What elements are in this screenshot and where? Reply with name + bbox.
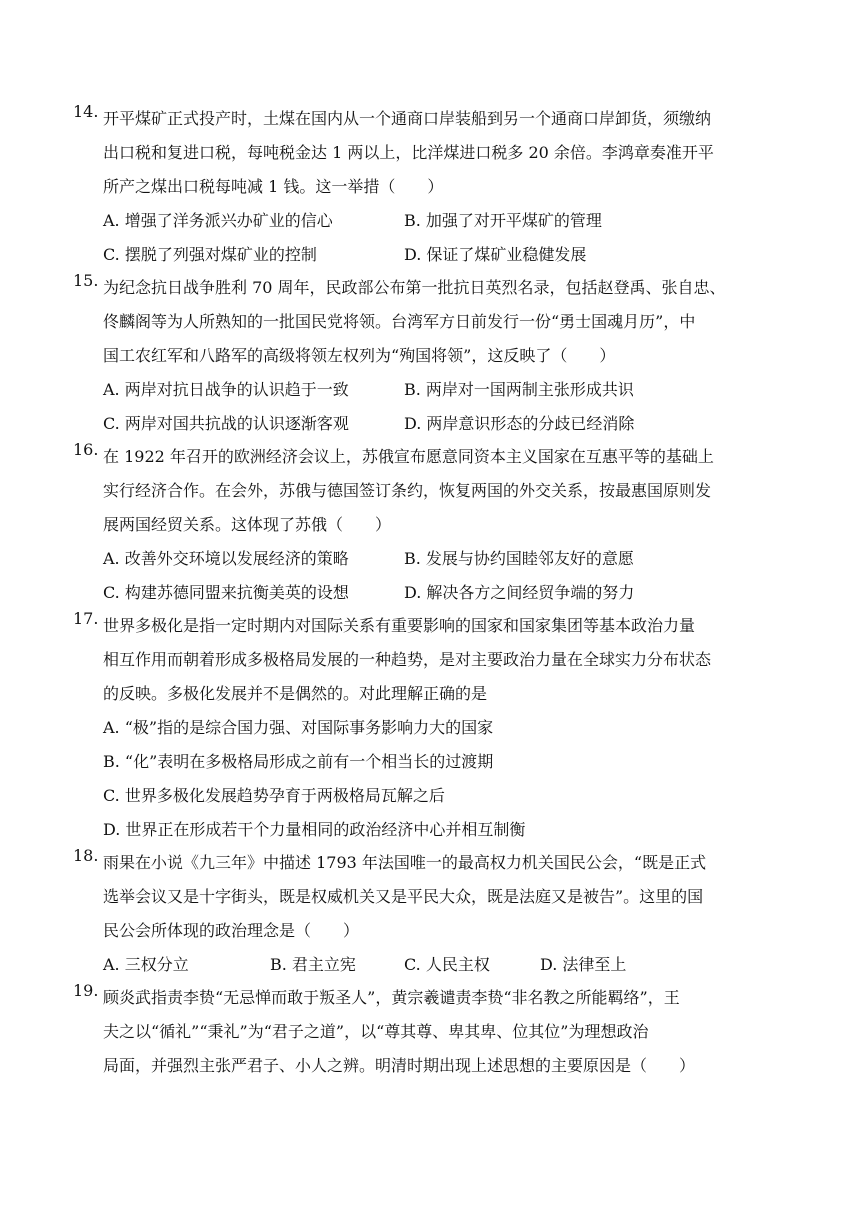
question-19 [73, 981, 773, 1083]
option-c: C. 构建苏德同盟来抗衡美英的设想 [103, 583, 349, 602]
question-stem-line: 民公会所体现的政治理念是（ ） [103, 921, 360, 940]
question-stem-line: 世界多极化是指一定时期内对国际关系有重要影响的国家和国家集团等基本政治力量 [103, 616, 696, 635]
option-b: B. 加强了对开平煤矿的管理 [404, 211, 602, 230]
option-d: D. 世界正在形成若干个力量相同的政治经济中心并相互制衡 [103, 820, 526, 839]
option-b: B. 两岸对一国两制主张形成共识 [404, 380, 634, 399]
question-number: 14. [73, 102, 99, 121]
option-c: C. 两岸对国共抗战的认识逐渐客观 [103, 414, 349, 433]
option-c: C. 世界多极化发展趋势孕育于两极格局瓦解之后 [103, 786, 445, 805]
option-b: B. 君主立宪 [270, 955, 356, 974]
question-14 [73, 102, 773, 204]
question-15 [73, 271, 773, 373]
option-d: D. 保证了煤矿业稳健发展 [404, 245, 587, 264]
question-stem-line: 雨果在小说《九三年》中描述 1793 年法国唯一的最高权力机关国民公会，“既是正式 [103, 853, 707, 872]
option-d: D. 两岸意识形态的分歧已经消除 [404, 414, 635, 433]
question-number: 17. [73, 609, 99, 628]
question-16 [73, 440, 773, 542]
question-stem-line: 为纪念抗日战争胜利 70 周年，民政部公布第一批抗日英烈名录，包括赵登禹、张自忠、 [103, 278, 726, 297]
question-stem-line: 选举会议又是十字街头，既是权威机关又是平民大众，既是法庭又是被告”。这里的国 [103, 887, 704, 906]
question-stem-line: 展两国经贸关系。这体现了苏俄（ ） [103, 515, 392, 534]
option-a: A. “极”指的是综合国力强、对国际事务影响力大的国家 [103, 718, 494, 737]
question-stem-line: 所产之煤出口税每吨减 1 钱。这一举措（ ） [103, 177, 444, 196]
question-stem-line: 出口税和复进口税，每吨税金达 1 两以上，比洋煤进口税多 20 余倍。李鸿章奏准开平 [103, 143, 714, 162]
question-stem-line: 的反映。多极化发展并不是偶然的。对此理解正确的是 [103, 684, 488, 703]
option-b: B. 发展与协约国睦邻友好的意愿 [404, 549, 634, 568]
question-stem-line: 相互作用而朝着形成多极格局发展的一种趋势，是对主要政治力量在全球实力分布状态 [103, 650, 712, 669]
question-stem-line: 夫之以“循礼”“秉礼”为“君子之道”，以“尊其尊、卑其卑、位其位”为理想政治 [103, 1022, 649, 1041]
question-number: 16. [73, 440, 99, 459]
option-c: C. 摆脱了列强对煤矿业的控制 [103, 245, 317, 264]
option-d: D. 法律至上 [540, 955, 627, 974]
question-stem-line: 在 1922 年召开的欧洲经济会议上，苏俄宣布愿意同资本主义国家在互惠平等的基础上 [103, 447, 714, 466]
question-stem-line: 局面，并强烈主张严君子、小人之辨。明清时期出现上述思想的主要原因是（ ） [103, 1056, 696, 1075]
question-stem-line: 国工农红军和八路军的高级将领左权列为“殉国将领”，这反映了（ ） [103, 346, 616, 365]
question-number: 18. [73, 846, 99, 865]
option-a: A. 改善外交环境以发展经济的策略 [103, 549, 349, 568]
question-stem-line: 顾炎武指责李贽“无忌惮而敢于叛圣人”，黄宗羲谴责李贽“非名教之所能羁络”，王 [103, 988, 680, 1007]
question-stem-line: 实行经济合作。在会外，苏俄与德国签订条约，恢复两国的外交关系，按最惠国原则发 [103, 481, 712, 500]
question-number: 15. [73, 271, 99, 290]
question-stem-line: 开平煤矿正式投产时，土煤在国内从一个通商口岸装船到另一个通商口岸卸货，须缴纳 [103, 109, 712, 128]
option-a: A. 增强了洋务派兴办矿业的信心 [103, 211, 333, 230]
option-d: D. 解决各方之间经贸争端的努力 [404, 583, 635, 602]
option-a: A. 三权分立 [103, 955, 189, 974]
option-c: C. 人民主权 [404, 955, 490, 974]
question-17 [73, 609, 773, 711]
question-stem-line: 佟麟阁等为人所熟知的一批国民党将领。台湾军方日前发行一份“勇士国魂月历”，中 [103, 312, 696, 331]
option-a: A. 两岸对抗日战争的认识趋于一致 [103, 380, 349, 399]
question-18 [73, 846, 773, 948]
question-number: 19. [73, 981, 99, 1000]
option-b: B. “化”表明在多极格局形成之前有一个相当长的过渡期 [103, 752, 494, 771]
